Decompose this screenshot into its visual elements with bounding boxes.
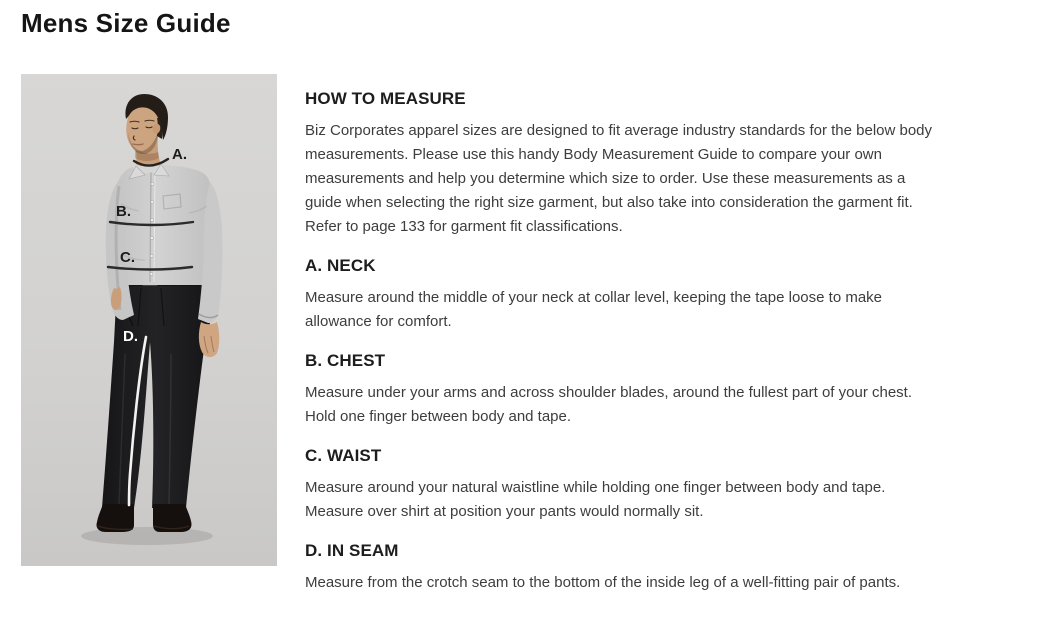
man-measurement-illustration <box>21 74 277 566</box>
section-body-how-to-measure: Biz Corporates apparel sizes are designed to fit average industry standards for the below body measurements. Please use this handy Body Measurement Guide to compare your own measurements and help you determine which size to order. Use these measurements as a guide when selecting the right size garment, but also take into consideration the garment fit. Refer to page 133 for garment fit classifications. <box>305 122 933 235</box>
measurement-label-d: D. <box>123 328 138 345</box>
section-neck <box>305 257 941 334</box>
section-how-to-measure <box>305 90 941 239</box>
lips <box>133 144 143 145</box>
section-heading-neck: A. NECK <box>305 256 376 275</box>
measure-guide-content <box>305 90 941 595</box>
measurement-label-b: B. <box>116 203 131 220</box>
measurement-label-a: A. <box>172 146 187 163</box>
section-chest <box>305 352 941 429</box>
section-inseam <box>305 542 941 595</box>
hand-right <box>199 322 219 357</box>
measurement-photo <box>21 74 277 566</box>
page-title: Mens Size Guide <box>21 8 231 38</box>
section-body-waist: Measure around your natural waistline while holding one finger between body and tape. Measure over shirt at position your pants would normally sit. <box>305 479 886 520</box>
measurement-label-c: C. <box>120 249 135 266</box>
section-body-neck: Measure around the middle of your neck at collar level, keeping the tape loose to make allowance for comfort. <box>305 289 883 330</box>
section-waist <box>305 447 941 524</box>
section-body-chest: Measure under your arms and across shoulder blades, around the fullest part of your chest. Hold one finger between body and tape. <box>305 384 912 425</box>
section-heading-how-to-measure: HOW TO MEASURE <box>305 89 466 108</box>
section-heading-waist: C. WAIST <box>305 446 382 465</box>
section-heading-inseam: D. IN SEAM <box>305 541 399 560</box>
section-body-inseam: Measure from the crotch seam to the bottom of the inside leg of a well-fitting pair of pants. <box>305 574 901 591</box>
section-heading-chest: B. CHEST <box>305 351 386 370</box>
